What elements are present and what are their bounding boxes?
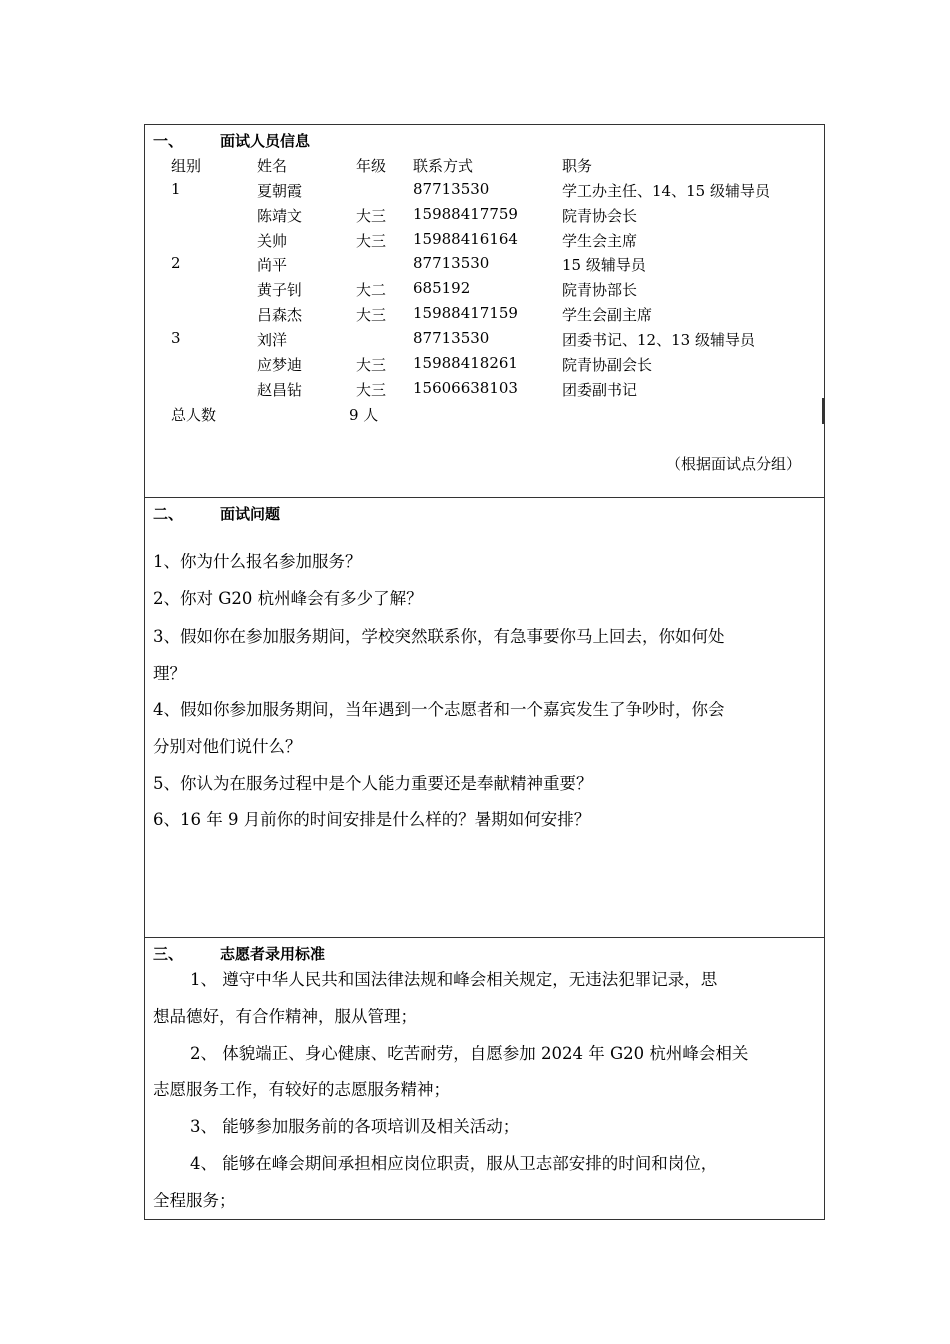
cell-contact: 15606638103 — [413, 379, 518, 397]
question-line: 理？ — [153, 664, 186, 683]
standard-line: 想品德好，有合作精神，服从管理； — [153, 1007, 417, 1026]
section2-number: 二、 — [153, 505, 184, 523]
cell-grade: 大二 — [356, 281, 387, 299]
cell-grade: 大三 — [356, 356, 387, 374]
standard-line: 3、 能够参加服务前的各项培训及相关活动； — [190, 1117, 520, 1136]
header-contact: 联系方式 — [413, 157, 474, 175]
question-line: 5、你认为在服务过程中是个人能力重要还是奉献精神重要？ — [153, 774, 593, 793]
standard-line: 4、 能够在峰会期间承担相应岗位职责，服从卫志部安排的时间和岗位， — [190, 1154, 718, 1173]
cell-contact: 87713530 — [413, 254, 490, 272]
cell-grade: 大三 — [356, 381, 387, 399]
header-group: 组别 — [171, 157, 202, 175]
question-line: 分别对他们说什么？ — [153, 737, 302, 756]
cell-position: 学生会主席 — [562, 232, 638, 250]
standard-line: 志愿服务工作，有较好的志愿服务精神； — [153, 1080, 450, 1099]
standard-line: 全程服务； — [153, 1191, 236, 1210]
section1-number: 一、 — [153, 132, 184, 150]
total-value: 9 人 — [349, 406, 379, 424]
cell-name: 尚平 — [257, 256, 288, 274]
cell-grade: 大三 — [356, 232, 387, 250]
cell-position: 学工办主任、14、15 级辅导员 — [562, 182, 770, 200]
standard-line: 2、 体貌端正、身心健康、吃苦耐劳，自愿参加 2024 年 G20 杭州峰会相关 — [190, 1044, 749, 1063]
cell-position: 团委副书记 — [562, 381, 638, 399]
header-grade: 年级 — [356, 157, 387, 175]
cell-name: 赵昌钻 — [257, 381, 303, 399]
cell-position: 团委书记、12、13 级辅导员 — [562, 331, 755, 349]
cell-position: 院青协部长 — [562, 281, 638, 299]
cell-name: 夏朝霞 — [257, 182, 303, 200]
cell-group: 2 — [171, 254, 181, 272]
grouping-note: （根据面试点分组） — [666, 455, 802, 473]
section3-number: 三、 — [153, 945, 184, 963]
total-label: 总人数 — [171, 406, 217, 424]
header-position: 职务 — [562, 157, 593, 175]
section-divider — [144, 497, 825, 498]
cell-name: 陈靖文 — [257, 207, 303, 225]
cell-contact: 685192 — [413, 279, 471, 297]
cell-grade: 大三 — [356, 207, 387, 225]
cell-name: 关帅 — [257, 232, 288, 250]
question-line: 1、你为什么报名参加服务？ — [153, 552, 362, 571]
cell-contact: 15988418261 — [413, 354, 518, 372]
cell-position: 15 级辅导员 — [562, 256, 646, 274]
cell-contact: 87713530 — [413, 329, 490, 347]
section3-title: 志愿者录用标准 — [220, 945, 326, 963]
cell-name: 吕森杰 — [257, 306, 303, 324]
cell-contact: 87713530 — [413, 180, 490, 198]
cell-position: 院青协会长 — [562, 207, 638, 225]
cell-grade: 大三 — [356, 306, 387, 324]
header-name: 姓名 — [257, 157, 288, 175]
cell-position: 学生会副主席 — [562, 306, 653, 324]
standard-line: 1、 遵守中华人民共和国法律法规和峰会相关规定，无违法犯罪记录，思 — [190, 970, 718, 989]
question-line: 4、假如你参加服务期间，当年遇到一个志愿者和一个嘉宾发生了争吵时，你会 — [153, 700, 725, 719]
cell-name: 黄子钊 — [257, 281, 303, 299]
cell-contact: 15988416164 — [413, 230, 518, 248]
question-line: 2、你对 G20 杭州峰会有多少了解？ — [153, 589, 423, 608]
cell-name: 应梦迪 — [257, 356, 303, 374]
question-line: 6、16 年 9 月前你的时间安排是什么样的？暑期如何安排？ — [153, 810, 591, 829]
section2-title: 面试问题 — [220, 505, 281, 523]
question-line: 3、假如你在参加服务期间，学校突然联系你，有急事要你马上回去，你如何处 — [153, 627, 725, 646]
cell-contact: 15988417759 — [413, 205, 518, 223]
section-divider — [144, 937, 825, 938]
cell-contact: 15988417159 — [413, 304, 518, 322]
edge-mark — [822, 398, 824, 424]
cell-group: 3 — [171, 329, 181, 347]
cell-name: 刘洋 — [257, 331, 288, 349]
section1-title: 面试人员信息 — [220, 132, 311, 150]
cell-group: 1 — [171, 180, 181, 198]
cell-position: 院青协副会长 — [562, 356, 653, 374]
